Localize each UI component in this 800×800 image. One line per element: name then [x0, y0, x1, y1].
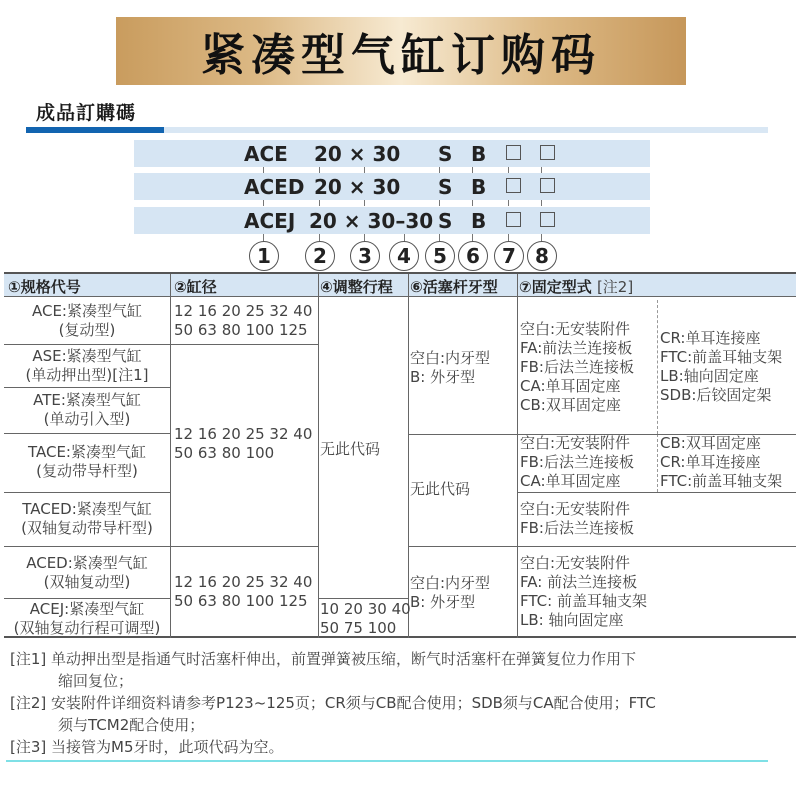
option-box-7 — [506, 145, 521, 160]
mount-option: 空白:无安装附件 — [520, 320, 631, 338]
section-rule — [164, 127, 768, 133]
note-2 — [10, 692, 770, 714]
note-text: 单动押出型是指通气时活塞杆伸出，前置弹簧被压缩，断气时活塞杆在弹簧复位力作用下 — [51, 650, 637, 668]
row-divider — [408, 546, 796, 547]
tick — [472, 167, 473, 173]
mount-option: FB:后法兰连接板 — [520, 453, 634, 471]
spec-ate — [4, 391, 170, 429]
tick — [472, 200, 473, 206]
tick — [319, 167, 320, 173]
row-divider — [4, 598, 170, 599]
tick — [263, 200, 264, 206]
mount-option: 空白:无安装附件 — [520, 500, 631, 518]
position-marker-1: 1 — [249, 241, 279, 271]
tick — [364, 167, 365, 173]
spec-line: (复动带导杆型) — [36, 462, 138, 480]
thread-line: 空白:内牙型 — [410, 349, 491, 367]
col-divider — [170, 274, 171, 638]
tick — [541, 200, 542, 206]
mount-option: FTC:前盖耳轴支架 — [660, 348, 783, 366]
note-tag: [注1] — [10, 650, 47, 668]
position-marker-7: 7 — [494, 241, 524, 271]
spec-line: TACE:紧凑型气缸 — [27, 443, 146, 461]
position-marker-4: 4 — [389, 241, 419, 271]
stroke-line: 50 75 100 — [320, 619, 397, 637]
mount-option: SDB:后铰固定架 — [660, 386, 772, 404]
mount-option: FTC: 前盖耳轴支架 — [520, 592, 647, 610]
tick — [541, 167, 542, 173]
spec-line: (双轴复动型) — [43, 573, 131, 591]
row-divider — [517, 492, 796, 493]
header-spec-code: ①规格代号 — [8, 278, 81, 296]
tick — [364, 200, 365, 206]
header-mounting — [519, 276, 633, 297]
mount-option: CR:单耳连接座 — [660, 453, 761, 471]
mount-option: CA:单耳固定座 — [520, 377, 621, 395]
bottom-rule — [6, 760, 768, 762]
mounting-group-3 — [520, 500, 634, 538]
footnotes — [10, 648, 770, 758]
row-divider — [4, 433, 170, 434]
rod-thread-none: 无此代码 — [410, 480, 471, 498]
bore-line: 50 63 80 100 125 — [174, 321, 308, 339]
col-divider — [408, 274, 409, 638]
page-title: 紧凑型气缸订购码 — [201, 30, 601, 81]
tick — [319, 200, 320, 206]
spec-line: (双轴复动带导杆型) — [21, 519, 153, 537]
mount-option: 空白:无安装附件 — [520, 554, 631, 572]
adjust-stroke-none: 无此代码 — [320, 440, 381, 458]
rod-thread-group-1 — [410, 349, 490, 387]
bore-group-2 — [174, 425, 312, 463]
code-row-ace — [134, 140, 650, 167]
col-divider — [318, 274, 319, 638]
thread-line: B: 外牙型 — [410, 593, 476, 611]
spec-line: (单动引入型) — [43, 410, 131, 428]
spec-tace — [4, 443, 170, 481]
thread-code: B — [471, 209, 487, 233]
bore-line: 12 16 20 25 32 40 — [174, 573, 313, 591]
rod-thread-group-3 — [410, 574, 490, 612]
position-marker-5: 5 — [425, 241, 455, 271]
spec-line: ASE:紧凑型气缸 — [32, 347, 142, 365]
note-text: 安装附件详细资料请参考P123~125页；CR须与CB配合使用；SDB须与CA配合使用；FTC — [51, 694, 656, 712]
mount-option: CA:单耳固定座 — [520, 472, 621, 490]
code-row-aced — [134, 173, 650, 200]
note-tag: [注2] — [10, 694, 47, 712]
tick — [439, 167, 440, 173]
section-title: 成品訂購碼 — [36, 102, 137, 124]
mount-option: 空白:无安装附件 — [520, 434, 631, 452]
row-divider — [4, 546, 318, 547]
code-row-acej — [134, 207, 650, 234]
position-marker-6: 6 — [458, 241, 488, 271]
position-marker-8: 8 — [527, 241, 557, 271]
bore-line: 12 16 20 25 32 40 — [174, 302, 313, 320]
thread-code: B — [471, 142, 487, 166]
option-box-8 — [540, 178, 555, 193]
spec-line: (单动押出型)[注1] — [25, 366, 149, 384]
bore-line: 12 16 20 25 32 40 — [174, 425, 313, 443]
position-marker-2: 2 — [305, 241, 335, 271]
col-divider — [517, 274, 518, 638]
spec-line: ACEJ:紧凑型气缸 — [29, 600, 145, 618]
magnet-code: S — [438, 175, 453, 199]
mount-option: FTC:前盖耳轴支架 — [660, 472, 783, 490]
mounting-group-4 — [520, 554, 647, 630]
spec-line: (复动型) — [58, 321, 116, 339]
option-box-8 — [540, 212, 555, 227]
spec-line: TACED:紧凑型气缸 — [22, 500, 152, 518]
series-code: ACE — [244, 142, 288, 166]
spec-ace — [4, 302, 170, 340]
tick — [508, 167, 509, 173]
mounting-group-1-right — [660, 329, 782, 405]
mount-option: CB:双耳固定座 — [520, 396, 621, 414]
mount-option: CR:单耳连接座 — [660, 329, 761, 347]
thread-line: B: 外牙型 — [410, 368, 476, 386]
spec-aced — [4, 554, 170, 592]
thread-code: B — [471, 175, 487, 199]
mounting-group-1-left — [520, 320, 634, 415]
row-divider — [4, 492, 170, 493]
mounting-sub-divider — [657, 300, 658, 434]
tick — [263, 167, 264, 173]
thread-line: 空白:内牙型 — [410, 574, 491, 592]
spec-line: ATE:紧凑型气缸 — [33, 391, 141, 409]
position-marker-3: 3 — [350, 241, 380, 271]
magnet-code: S — [438, 209, 453, 233]
note-text: 当接管为M5牙时，此项代码为空。 — [51, 738, 284, 756]
header-mounting-note: [注2] — [596, 278, 634, 296]
note-1 — [10, 648, 770, 670]
series-code: ACED — [244, 175, 305, 199]
size-code: 20 × 30 — [314, 175, 401, 199]
header-adjust-stroke: ④调整行程 — [320, 278, 393, 296]
option-box-7 — [506, 212, 521, 227]
mounting-group-2-left — [520, 434, 634, 491]
mount-option: FB:后法兰连接板 — [520, 358, 634, 376]
mount-option: FB:后法兰连接板 — [520, 519, 634, 537]
mount-option: LB:轴向固定座 — [660, 367, 759, 385]
note-3 — [10, 736, 770, 758]
mounting-sub-divider — [657, 434, 658, 492]
header-mounting-label: ⑦固定型式 — [519, 278, 592, 296]
note-1-cont: 缩回复位； — [58, 672, 134, 690]
title-banner — [116, 17, 686, 85]
mount-option: CB:双耳固定座 — [660, 434, 761, 452]
tick — [508, 200, 509, 206]
magnet-code: S — [438, 142, 453, 166]
spec-line: ACED:紧凑型气缸 — [26, 554, 148, 572]
mount-option: FA: 前法兰连接板 — [520, 573, 638, 591]
size-code: 20 × 30 — [314, 142, 401, 166]
option-box-7 — [506, 178, 521, 193]
bore-group-1 — [174, 302, 312, 340]
note-tag: [注3] — [10, 738, 47, 756]
note-2-cont: 须与TCM2配合使用； — [58, 716, 205, 734]
spec-taced — [4, 500, 170, 538]
header-bore: ②缸径 — [174, 278, 217, 296]
series-code: ACEJ — [244, 209, 296, 233]
row-divider — [318, 598, 408, 599]
option-box-8 — [540, 145, 555, 160]
stroke-line: 10 20 30 40 — [320, 600, 411, 618]
section-rule-accent — [26, 127, 164, 133]
spec-line: (双轴复动行程可调型) — [13, 619, 161, 637]
spec-ase — [4, 347, 170, 385]
bore-group-3 — [174, 573, 312, 611]
bore-line: 50 63 80 100 — [174, 444, 275, 462]
header-rod-thread: ⑥活塞杆牙型 — [410, 278, 498, 296]
row-divider — [4, 344, 318, 345]
spec-acej — [2, 600, 172, 638]
mounting-group-2-right — [660, 434, 782, 491]
mount-option: FA:前法兰连接板 — [520, 339, 633, 357]
bore-line: 50 63 80 100 125 — [174, 592, 308, 610]
mount-option: LB: 轴向固定座 — [520, 611, 624, 629]
size-code: 20 × 30–30 — [309, 209, 434, 233]
adjust-stroke-acej — [320, 600, 411, 638]
tick — [439, 200, 440, 206]
spec-line: ACE:紧凑型气缸 — [31, 302, 142, 320]
row-divider — [4, 387, 170, 388]
